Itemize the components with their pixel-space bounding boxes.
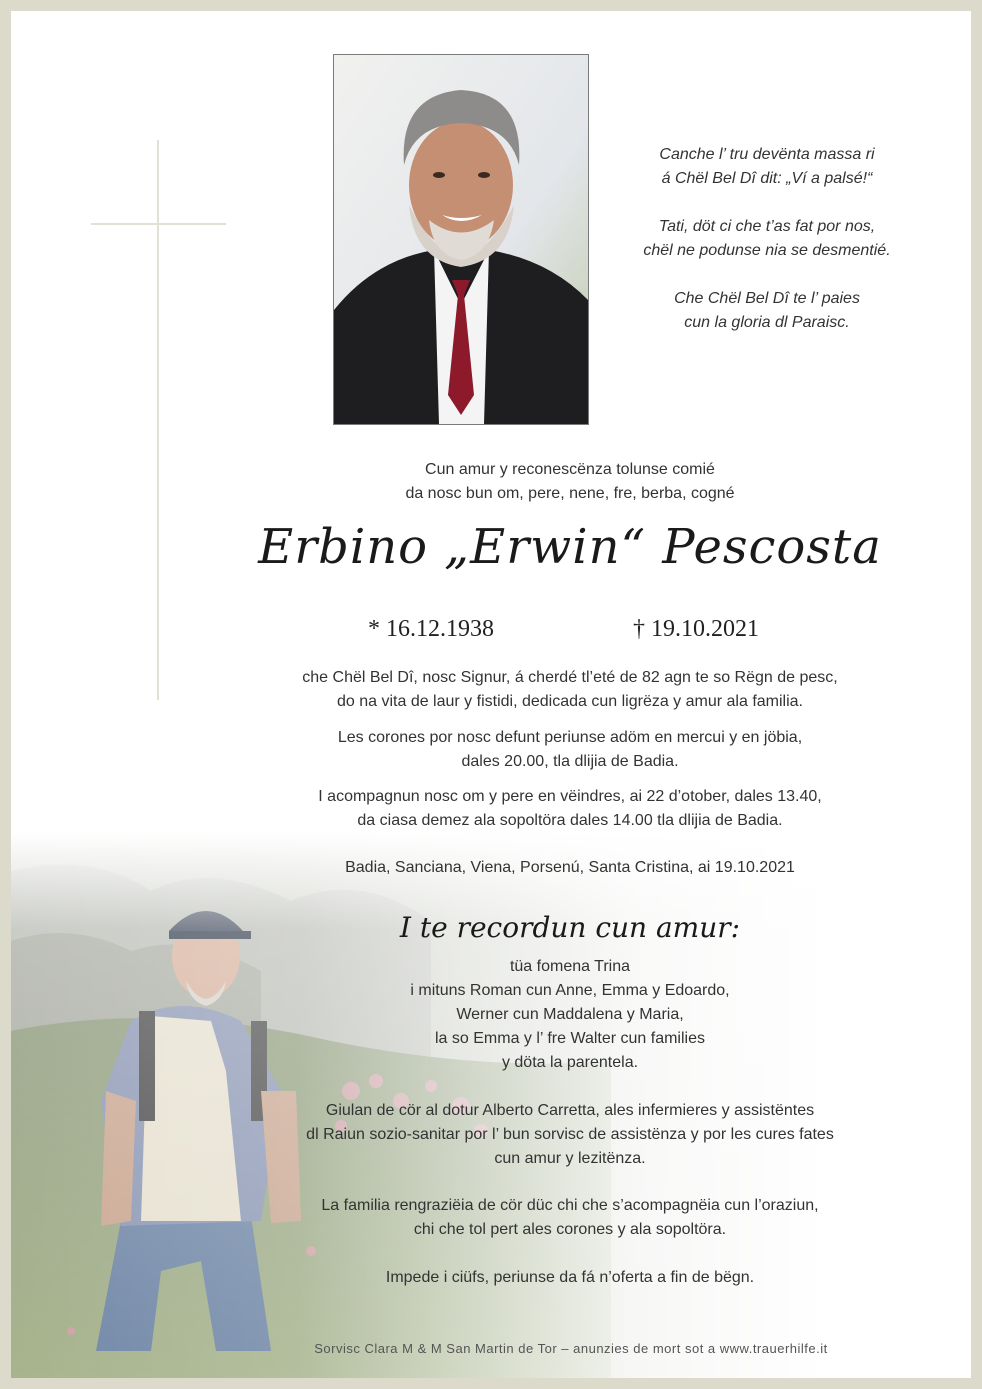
portrait-photo [333, 54, 589, 425]
funeral-paragraph: I acompagnun nosc om y pere en vëindres, ai 22 d’otober, dales 13.40, da ciasa demez ala sopoltöra dales 14.00 tla dlijia de Badia. [318, 788, 822, 829]
footer-credit: Sorvisc Clara M & M San Martin de Tor – anunzies de mort sot a www.trauerhilfe.it [314, 1341, 828, 1356]
poem-stanza-2: Tati, döt ci che t’as fat por nos, chël ne podunse nia se desmentié. [643, 218, 891, 259]
family-list: tüa fomena Trina i mituns Roman cun Anne, Emma y Edoardo, Werner cun Maddalena y Maria, la so Emma y l’ fre Walter cun families y döta la parentela. [410, 958, 730, 1071]
poem-stanza-1: Canche l’ tru devënta massa ri á Chël Bel Dî dit: „Ví a palsé!“ [659, 146, 875, 187]
poem-stanza-3: Che Chël Bel Dî te l’ paies cun la gloria dl Paraisc. [674, 290, 860, 331]
birth-date: * 16.12.1938 [368, 616, 494, 642]
rosary-paragraph: Les corones por nosc defunt periunse adöm en mercui y en jöbia, dales 20.00, tla dlijia de Badia. [337, 729, 803, 770]
death-date: † 19.10.2021 [633, 616, 759, 642]
places-date: Badia, Sanciana, Viena, Porsenú, Santa Cristina, ai 19.10.2021 [345, 859, 795, 876]
announcement-paragraph: che Chël Bel Dî, nosc Signur, á cherdé tl’eté de 82 agn te so Rëgn de pesc, do na vita de laur y fistidi, dedicada cun ligrëza y amur ala familia. [302, 669, 838, 710]
cross-horizontal [91, 223, 226, 225]
obituary-page [11, 11, 971, 1378]
flowers-note: Impede i ciüfs, periunse da fá n’oferta a fin de bëgn. [385, 1269, 755, 1286]
thanks-care-paragraph: Giulan de cör al dotur Alberto Carretta, ales infermieres y assistëntes dl Raiun sozio-sanitar por l’ bun sorvisc de assistënza y por les cures fates cun amur y lezitënza. [306, 1102, 834, 1167]
remember-heading: I te recordun cun amur: [399, 911, 741, 944]
thanks-family-paragraph: La familia rengraziëia de cör düc chi che s’acompagnëia cun l’oraziun, chi che tol pert ales corones y ala sopoltöra. [321, 1197, 819, 1238]
poem [597, 143, 937, 359]
deceased-name: Erbino „Erwin“ Pescosta [258, 519, 882, 575]
intro-text: Cun amur y reconescënza tolunse comié da nosc bun om, pere, nene, fre, berba, cogné [405, 461, 735, 502]
